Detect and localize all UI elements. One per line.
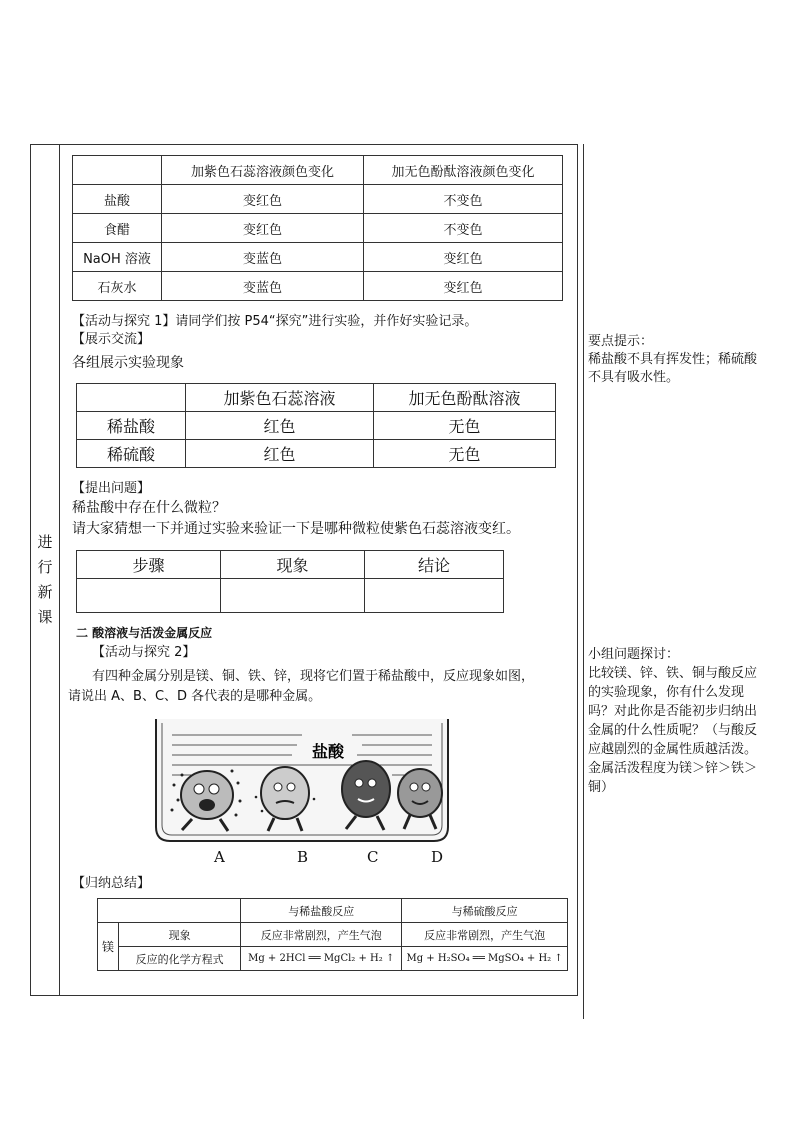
group-discussion-text: 比较镁、锌、铁、铜与酸反应的实验现象，你有什么发现吗？对此你是否能初步归纳出金属的什么性质呢？（与酸反应越剧烈的金属性质越活泼。金属活泼程度为镁＞锌＞铁＞铜） xyxy=(588,666,758,795)
key-points-text: 稀盐酸不具有挥发性；稀硫酸不具有吸水性。 xyxy=(588,352,758,385)
figure-label-d: D xyxy=(431,848,444,866)
frame-divider xyxy=(59,144,60,996)
activity-2-title: 【活动与探究 2】 xyxy=(92,645,196,660)
table-row: 反应的化学方程式 Mg + 2HCl ══ MgCl₂ + H₂ ↑ Mg + H₂SO₄ ══ MgSO₄ + H₂ ↑ xyxy=(98,947,568,971)
table-header: 与稀硫酸反应 xyxy=(402,899,568,923)
table-header: 加无色酚酞溶液颜色变化 xyxy=(364,156,563,185)
liquid-label: 盐酸 xyxy=(312,742,345,761)
table-header xyxy=(73,156,162,185)
section-side-label: 进 行 新 课 xyxy=(37,533,53,626)
table-row: 食醋 变红色 不变色 xyxy=(73,214,563,243)
figure-label-b: B xyxy=(297,848,309,866)
table-header: 步骤 xyxy=(77,551,221,579)
key-points-note xyxy=(588,333,760,387)
table-row: 盐酸 变红色 不变色 xyxy=(73,185,563,214)
group-discussion-title: 小组问题探讨： xyxy=(588,647,680,662)
question-1: 稀盐酸中存在什么微粒？ xyxy=(72,500,226,516)
figure-label-a: A xyxy=(214,848,225,866)
experiment-table xyxy=(76,550,504,613)
indicator-table xyxy=(72,155,563,301)
show-text: 各组展示实验现象 xyxy=(72,355,184,371)
table-header: 与稀盐酸反应 xyxy=(241,899,402,923)
group-discussion-note xyxy=(588,645,760,797)
question-2: 请大家猜想一下并通过实验来验证一下是哪种微粒使紫色石蕊溶液变红。 xyxy=(72,521,520,537)
section-2-title: 二 酸溶液与活泼金属反应 xyxy=(76,626,213,640)
table-header: 加紫色石蕊溶液 xyxy=(186,384,374,412)
table-header: 结论 xyxy=(365,551,504,579)
summary-title: 【归纳总结】 xyxy=(72,876,151,891)
table-row: NaOH 溶液 变蓝色 变红色 xyxy=(73,243,563,272)
acid-indicator-table xyxy=(76,383,556,468)
activity-2-text-1: 有四种金属分别是镁、铜、铁、锌，现将它们置于稀盐酸中，反应现象如图， xyxy=(92,669,535,684)
activity-2-text-2: 请说出 A、B、C、D 各代表的是哪种金属。 xyxy=(68,689,322,704)
show-title: 【展示交流】 xyxy=(72,332,151,347)
key-points-title: 要点提示： xyxy=(588,334,654,349)
table-row: 稀盐酸 红色 无色 xyxy=(77,412,556,440)
beaker-figure xyxy=(152,715,452,845)
table-row: 镁 现象 反应非常剧烈，产生气泡 反应非常剧烈，产生气泡 xyxy=(98,923,568,947)
metal-cell: 镁 xyxy=(98,923,119,971)
table-row: 石灰水 变蓝色 变红色 xyxy=(73,272,563,301)
activity-1-text: 【活动与探究 1】请同学们按 P54“探究”进行实验，并作好实验记录。 xyxy=(72,314,478,329)
table-row xyxy=(77,579,504,613)
question-title: 【提出问题】 xyxy=(72,481,151,496)
summary-table xyxy=(97,898,568,971)
table-header: 加紫色石蕊溶液颜色变化 xyxy=(162,156,364,185)
table-header xyxy=(77,384,186,412)
table-row: 稀硫酸 红色 无色 xyxy=(77,440,556,468)
table-header: 现象 xyxy=(221,551,365,579)
notes-divider xyxy=(583,144,584,1019)
table-header: 加无色酚酞溶液 xyxy=(374,384,556,412)
figure-label-c: C xyxy=(367,848,379,866)
